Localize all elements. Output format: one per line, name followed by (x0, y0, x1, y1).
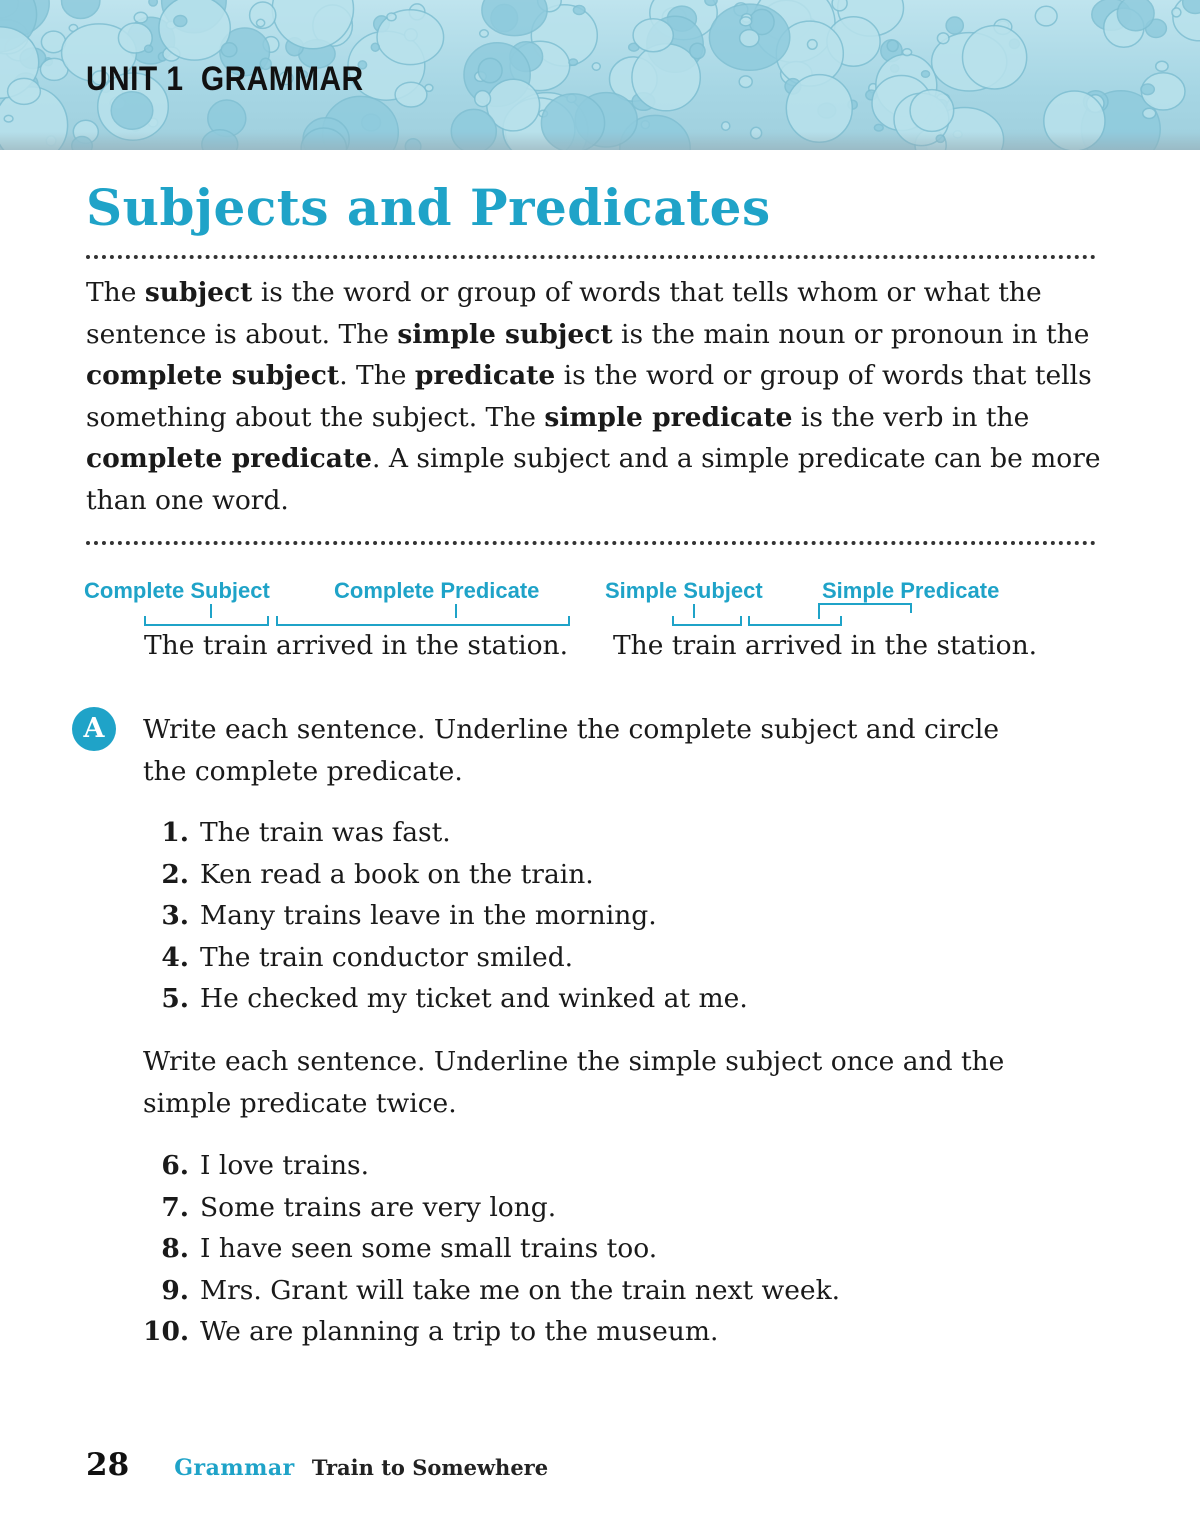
item-list-1 (143, 812, 748, 1020)
simple-example-sentence (613, 630, 1037, 661)
key-term: complete subject (86, 360, 340, 392)
dotted-divider-top (86, 255, 1096, 259)
exercise-item (143, 1311, 840, 1353)
item-number: 9. (161, 1274, 189, 1306)
item-number: 7. (161, 1191, 189, 1223)
sentence-predicate: arrived (744, 630, 843, 661)
item-text: Ken read a book on the train. (200, 858, 594, 890)
item-text: Mrs. Grant will take me on the train next week. (200, 1274, 841, 1306)
exercise-item (143, 978, 748, 1020)
complete-predicate-label: Complete Predicate (334, 578, 540, 603)
definition-text: is the word or group of words that tells whom or what the sentence is about. The (86, 277, 1042, 350)
exercise-item (143, 1145, 840, 1187)
unit-label (86, 60, 364, 99)
exercise-item (143, 1187, 840, 1229)
item-text: Many trains leave in the morning. (200, 900, 657, 932)
page-number: 28 (86, 1447, 130, 1483)
sentence-rest: in the station. (850, 630, 1038, 661)
definition-paragraph (86, 272, 1106, 522)
exercise-item (143, 812, 748, 854)
complete-subject-bracket (144, 616, 269, 626)
dotted-divider-bottom (86, 541, 1096, 545)
exercise-item (143, 937, 748, 979)
key-term: simple predicate (544, 401, 793, 433)
complete-predicate-bracket (276, 616, 570, 626)
sentence-subject: The train (144, 630, 268, 661)
item-number: 1. (161, 817, 189, 848)
item-number: 10. (143, 1316, 190, 1348)
item-text: Some trains are very long. (200, 1191, 557, 1223)
unit-number: UNIT 1 (86, 60, 184, 98)
simple-predicate-bracket (748, 616, 842, 626)
footer-section: Grammar (174, 1455, 295, 1481)
item-number: 6. (161, 1150, 189, 1181)
item-number: 4. (161, 941, 189, 973)
complete-example-sentence (144, 630, 568, 661)
sentence-article: The (613, 630, 664, 661)
exercise-item (143, 1228, 840, 1270)
bracket-top (818, 603, 912, 613)
complete-subject-label: Complete Subject (84, 578, 270, 603)
definition-text: is the verb in the (792, 401, 1030, 433)
instruction-1: Write each sentence. Underline the complete subject and circle the complete predicate. (143, 714, 1000, 787)
simple-subject-label: Simple Subject (605, 578, 763, 603)
definition-text: is the main noun or pronoun in the (612, 318, 1090, 350)
key-term: predicate (414, 360, 556, 392)
item-list-2 (143, 1145, 840, 1353)
sentence-predicate: arrived in the station. (275, 630, 569, 661)
exercise-item (143, 1270, 840, 1312)
definition-text: The (86, 277, 145, 308)
page-footer (86, 1447, 548, 1483)
item-number: 5. (161, 983, 189, 1015)
definition-text: . The (339, 360, 415, 392)
definition-text: is the word or group of words that tells something about the subject. The (86, 360, 1092, 433)
exercise-item (143, 895, 748, 937)
item-number: 2. (161, 858, 189, 890)
footer-lesson: Train to Somewhere (311, 1455, 549, 1480)
key-term: simple subject (397, 318, 613, 350)
unit-section: GRAMMAR (200, 60, 364, 98)
item-number: 8. (161, 1233, 189, 1265)
sentence-subject: train (671, 630, 737, 661)
exercise-item (143, 854, 748, 896)
exercise-badge-a: A (72, 707, 116, 751)
item-text: We are planning a trip to the museum. (200, 1316, 719, 1348)
item-text: The train was fast. (200, 817, 451, 848)
key-term: subject (144, 277, 253, 308)
simple-subject-bracket (672, 616, 742, 626)
item-text: He checked my ticket and winked at me. (200, 983, 748, 1015)
item-number: 3. (161, 900, 189, 932)
item-text: I love trains. (200, 1150, 370, 1181)
header-banner (0, 0, 1200, 150)
item-text: I have seen some small trains too. (200, 1233, 658, 1265)
page-title: Subjects and Predicates (86, 178, 771, 237)
item-text: The train conductor smiled. (200, 941, 574, 973)
definition-text: . A simple subject and a simple predicate can be more than one word. (86, 443, 1101, 516)
instruction-2: Write each sentence. Underline the simple subject once and the simple predicate twice. (143, 1046, 1005, 1119)
key-term: complete predicate (86, 443, 372, 475)
simple-predicate-label: Simple Predicate (822, 578, 1000, 603)
